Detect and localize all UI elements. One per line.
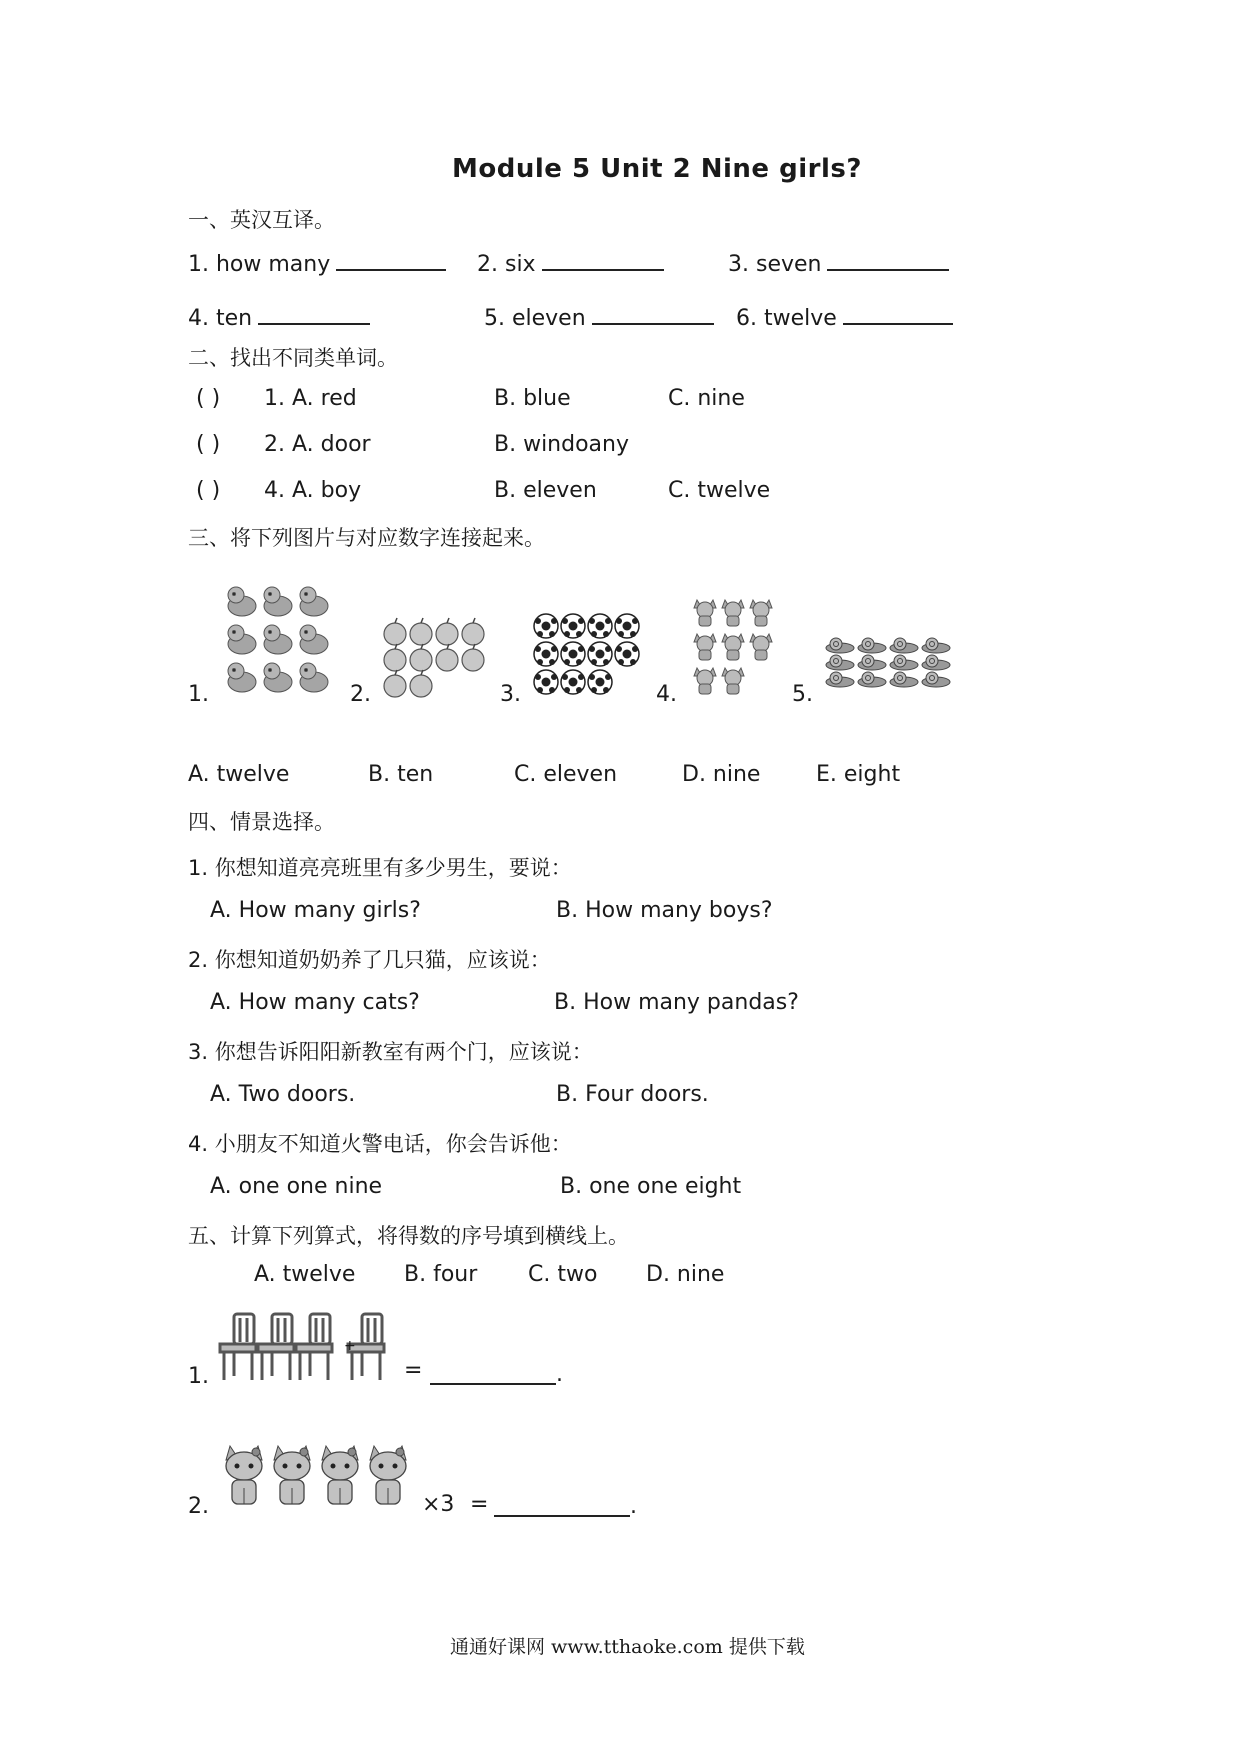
- s2-row-3-c: C. twelve: [668, 478, 771, 503]
- s4-q2-option-b[interactable]: B. How many pandas?: [554, 990, 799, 1015]
- chairs-picture: [218, 1312, 402, 1384]
- dog-icon: [264, 587, 292, 616]
- s2-row-1-c: C. nine: [668, 386, 745, 411]
- apple-icon: [384, 618, 406, 645]
- plus-sign: +: [344, 1338, 356, 1354]
- s3-option-d: D. nine: [682, 762, 761, 787]
- s4-question-1: 1. 你想知道亮亮班里有多少男生，要说：: [188, 856, 572, 880]
- kitten-icon: [274, 1446, 310, 1504]
- s5-option-c: C. two: [528, 1262, 598, 1287]
- s3-label-5: 5.: [792, 682, 813, 707]
- s2-row-1-paren[interactable]: ( ): [196, 386, 221, 411]
- apple-icon: [462, 618, 484, 645]
- apple-icon: [384, 670, 406, 697]
- cat-icon: [694, 668, 716, 694]
- s1-item-3: 3. seven: [728, 249, 949, 277]
- s2-row-2-a: 2. A. door: [264, 432, 371, 457]
- s3-label-4: 4.: [656, 682, 677, 707]
- s2-row-1-a: 1. A. red: [264, 386, 357, 411]
- s3-option-e: E. eight: [816, 762, 901, 787]
- snail-icon: [922, 655, 950, 670]
- apple-icon: [436, 618, 458, 645]
- s2-row-3-a: 4. A. boy: [264, 478, 362, 503]
- s1-item-2: 2. six: [477, 249, 664, 277]
- s4-question-2: 2. 你想知道奶奶养了几只猫，应该说：: [188, 948, 551, 972]
- dog-icon: [228, 587, 256, 616]
- s1-item-4: 4. ten: [188, 303, 370, 331]
- s1-item-6: 6. twelve: [736, 303, 953, 331]
- s3-label-2: 2.: [350, 682, 371, 707]
- answer-blank[interactable]: [258, 303, 370, 325]
- apple-icon: [410, 670, 432, 697]
- s2-row-2-b: B. windoany: [494, 432, 629, 457]
- s4-q4-option-a[interactable]: A. one one nine: [210, 1174, 383, 1199]
- football-icon: [534, 614, 558, 638]
- answer-blank[interactable]: [336, 249, 446, 271]
- snail-icon: [826, 672, 854, 687]
- football-icon: [534, 670, 558, 694]
- s5-eq2-equals: =: [470, 1492, 489, 1517]
- footballs-picture: [532, 612, 646, 698]
- answer-blank[interactable]: [592, 303, 714, 325]
- dog-icon: [264, 663, 292, 692]
- s2-row-3-b: B. eleven: [494, 478, 597, 503]
- section5-heading: 五、计算下列算式，将得数的序号填到横线上。: [188, 1224, 629, 1248]
- s5-option-b: B. four: [404, 1262, 478, 1287]
- s3-option-b: B. ten: [368, 762, 434, 787]
- s4-question-4: 4. 小朋友不知道火警电话，你会告诉他：: [188, 1132, 572, 1156]
- answer-blank[interactable]: [542, 249, 664, 271]
- chair-icon: [296, 1314, 332, 1380]
- football-icon: [588, 670, 612, 694]
- chair-icon: [220, 1314, 256, 1380]
- section2-heading: 二、找出不同类单词。: [188, 346, 398, 370]
- s4-q3-option-b[interactable]: B. Four doors.: [556, 1082, 709, 1107]
- s5-eq1-equals: =: [404, 1358, 423, 1383]
- s4-question-3: 3. 你想告诉阳阳新教室有两个门，应该说：: [188, 1040, 593, 1064]
- answer-blank[interactable]: [843, 303, 953, 325]
- dog-icon: [300, 587, 328, 616]
- s3-label-3: 3.: [500, 682, 521, 707]
- football-icon: [534, 642, 558, 666]
- football-icon: [588, 642, 612, 666]
- s2-row-1-b: B. blue: [494, 386, 571, 411]
- kitten-icon: [322, 1446, 358, 1504]
- snails-picture: [822, 634, 958, 694]
- s1-item-5: 5. eleven: [484, 303, 714, 331]
- snail-icon: [890, 655, 918, 670]
- snail-icon: [858, 672, 886, 687]
- football-icon: [588, 614, 612, 638]
- s5-eq1-label: 1.: [188, 1364, 209, 1389]
- s4-q1-option-b[interactable]: B. How many boys?: [556, 898, 773, 923]
- cat-icon: [722, 668, 744, 694]
- eq2-answer-blank[interactable]: [494, 1515, 630, 1517]
- dog-icon: [264, 625, 292, 654]
- s5-option-d: D. nine: [646, 1262, 725, 1287]
- s2-row-3-paren[interactable]: ( ): [196, 478, 221, 503]
- s4-q1-option-a[interactable]: A. How many girls?: [210, 898, 421, 923]
- football-icon: [561, 642, 585, 666]
- apple-icon: [384, 644, 406, 671]
- apple-icon: [436, 644, 458, 671]
- apples-picture: [383, 620, 489, 702]
- kitten-icon: [226, 1446, 262, 1504]
- football-icon: [561, 614, 585, 638]
- section3-heading: 三、将下列图片与对应数字连接起来。: [188, 526, 545, 550]
- cat-icon: [750, 634, 772, 660]
- apple-icon: [462, 644, 484, 671]
- s3-label-1: 1.: [188, 682, 209, 707]
- dog-icon: [300, 663, 328, 692]
- snail-icon: [922, 638, 950, 653]
- apple-icon: [410, 618, 432, 645]
- snail-icon: [826, 655, 854, 670]
- s5-eq2-period: .: [630, 1494, 637, 1519]
- s5-eq2-label: 2.: [188, 1494, 209, 1519]
- s3-option-a: A. twelve: [188, 762, 290, 787]
- s4-q4-option-b[interactable]: B. one one eight: [560, 1174, 742, 1199]
- football-icon: [615, 642, 639, 666]
- dog-icon: [228, 663, 256, 692]
- cat-icon: [722, 634, 744, 660]
- kittens-picture: [220, 1436, 422, 1514]
- dogs-picture: [222, 582, 334, 698]
- snail-icon: [858, 638, 886, 653]
- s5-eq2-times: ×3: [422, 1492, 455, 1517]
- dog-icon: [300, 625, 328, 654]
- snail-icon: [890, 638, 918, 653]
- s4-q2-option-a[interactable]: A. How many cats?: [210, 990, 420, 1015]
- cats-picture: [690, 592, 780, 700]
- dog-icon: [228, 625, 256, 654]
- chair-icon: [258, 1314, 294, 1380]
- football-icon: [615, 614, 639, 638]
- footer-text: 通通好课网 www.tthaoke.com 提供下载: [450, 1636, 805, 1658]
- page-title: Module 5 Unit 2 Nine girls?: [452, 154, 862, 184]
- snail-icon: [922, 672, 950, 687]
- cat-icon: [694, 600, 716, 626]
- snail-icon: [826, 638, 854, 653]
- cat-icon: [722, 600, 744, 626]
- cat-icon: [694, 634, 716, 660]
- section1-heading: 一、英汉互译。: [188, 208, 335, 232]
- section4-heading: 四、情景选择。: [188, 810, 335, 834]
- snail-icon: [890, 672, 918, 687]
- s4-q3-option-a[interactable]: A. Two doors.: [210, 1082, 356, 1107]
- s3-option-c: C. eleven: [514, 762, 618, 787]
- eq1-answer-blank[interactable]: [430, 1383, 556, 1385]
- answer-blank[interactable]: [827, 249, 949, 271]
- apple-icon: [410, 644, 432, 671]
- s1-item-1: 1. how many: [188, 249, 446, 277]
- cat-icon: [750, 600, 772, 626]
- s2-row-2-paren[interactable]: ( ): [196, 432, 221, 457]
- snail-icon: [858, 655, 886, 670]
- kitten-icon: [370, 1446, 406, 1504]
- s5-option-a: A. twelve: [254, 1262, 356, 1287]
- s5-eq1-period: .: [556, 1362, 563, 1387]
- football-icon: [561, 670, 585, 694]
